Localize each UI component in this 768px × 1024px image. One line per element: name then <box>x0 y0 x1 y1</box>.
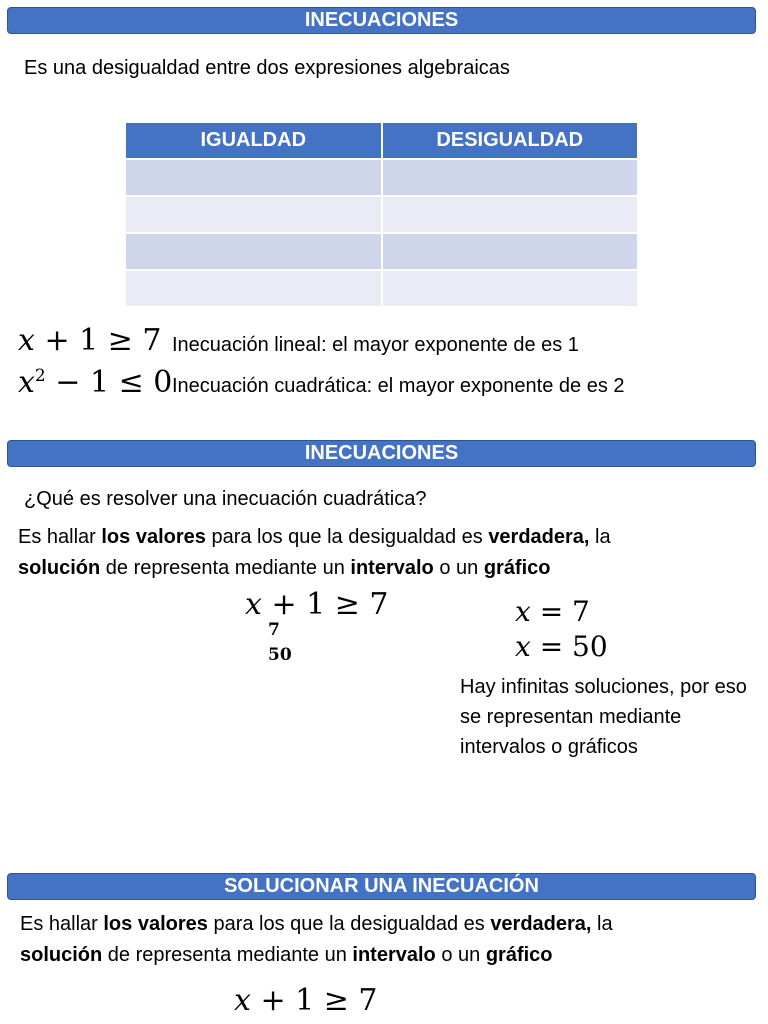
math-variable: x <box>18 323 35 358</box>
linear-inequality-text: Inecuación lineal: el mayor exponente de es 1 <box>172 334 579 356</box>
text-run: para los que la desigualdad es <box>205 526 489 548</box>
math-variable: x <box>18 365 35 400</box>
banner-title: INECUACIONES <box>304 9 459 31</box>
text-bold: intervalo <box>352 944 436 966</box>
infinite-solutions-note: Hay infinitas soluciones, por eso se representan mediante intervalos o gráficos <box>460 676 747 758</box>
math-rest: = 50 <box>530 630 608 663</box>
table-cell <box>126 159 382 196</box>
section-banner-solucionar <box>7 873 756 900</box>
table-header-row <box>126 123 637 159</box>
text-run: para los que la desigualdad es <box>207 913 491 935</box>
comparison-table <box>126 123 637 308</box>
text-run: o un <box>433 557 484 579</box>
text-run: de representa mediante un <box>100 557 351 579</box>
table-row <box>126 233 637 270</box>
bottom-inequality-expression <box>234 983 378 1018</box>
header-desigualdad: DESIGUALDAD <box>382 123 638 159</box>
quadratic-inequality-expression <box>18 365 173 400</box>
table-cell <box>382 233 638 270</box>
text-run: o un <box>435 944 486 966</box>
math-rest: = 7 <box>530 595 590 628</box>
main-inequality-expression <box>245 587 389 622</box>
text-bold: verdadera, <box>488 526 590 548</box>
text-bold: solución <box>18 557 101 579</box>
table-cell <box>126 196 382 233</box>
text-bold: los valores <box>103 913 208 935</box>
explanation-line-1-b <box>20 909 613 940</box>
section-banner-inecuaciones-2 <box>7 440 756 467</box>
math-rest: + 1 ≥ 7 <box>34 323 162 358</box>
table-cell <box>126 233 382 270</box>
text-bold: intervalo <box>350 557 434 579</box>
equation-x-7 <box>515 595 590 628</box>
table-cell <box>382 270 638 307</box>
banner-title: SOLUCIONAR UNA INECUACIÓN <box>224 875 539 897</box>
text-bold: verdadera, <box>490 913 592 935</box>
sub-value-50: 50 <box>268 645 292 665</box>
math-exponent: 2 <box>34 366 46 386</box>
quadratic-inequality-text: Inecuación cuadrática: el mayor exponente de es 2 <box>172 375 625 397</box>
text-run: de representa mediante un <box>102 944 353 966</box>
text-run: Es hallar <box>18 526 102 548</box>
text-bold: gráfico <box>483 557 551 579</box>
table-row <box>126 270 637 307</box>
definition-text: Es una desigualdad entre dos expresiones algebraicas <box>24 57 510 79</box>
table-cell <box>382 159 638 196</box>
explanation-line-2-b <box>20 940 553 971</box>
math-variable: x <box>515 630 531 663</box>
math-variable: x <box>515 595 531 628</box>
section-banner-inecuaciones <box>7 7 756 34</box>
text-run: la <box>589 526 611 548</box>
equation-x-50 <box>515 630 608 663</box>
sub-value-7: 7 <box>268 620 280 640</box>
question-text: ¿Qué es resolver una inecuación cuadrática? <box>24 488 427 510</box>
math-rest: + 1 ≥ 7 <box>250 983 378 1018</box>
banner-title: INECUACIONES <box>304 442 459 464</box>
linear-inequality-expression <box>18 323 162 358</box>
math-rest: + 1 ≥ 7 <box>261 587 389 622</box>
math-rest: − 1 ≤ 0 <box>45 365 173 400</box>
math-variable: x <box>234 983 251 1018</box>
explanation-line-2 <box>18 553 551 584</box>
math-variable: x <box>245 587 262 622</box>
text-bold: gráfico <box>485 944 553 966</box>
text-run: Es hallar <box>20 913 104 935</box>
text-run: la <box>591 913 613 935</box>
table-row <box>126 196 637 233</box>
table-row <box>126 159 637 196</box>
table-cell <box>126 270 382 307</box>
text-bold: los valores <box>101 526 206 548</box>
header-igualdad: IGUALDAD <box>126 123 382 159</box>
table-cell <box>382 196 638 233</box>
explanation-line-1 <box>18 522 611 553</box>
text-bold: solución <box>20 944 103 966</box>
